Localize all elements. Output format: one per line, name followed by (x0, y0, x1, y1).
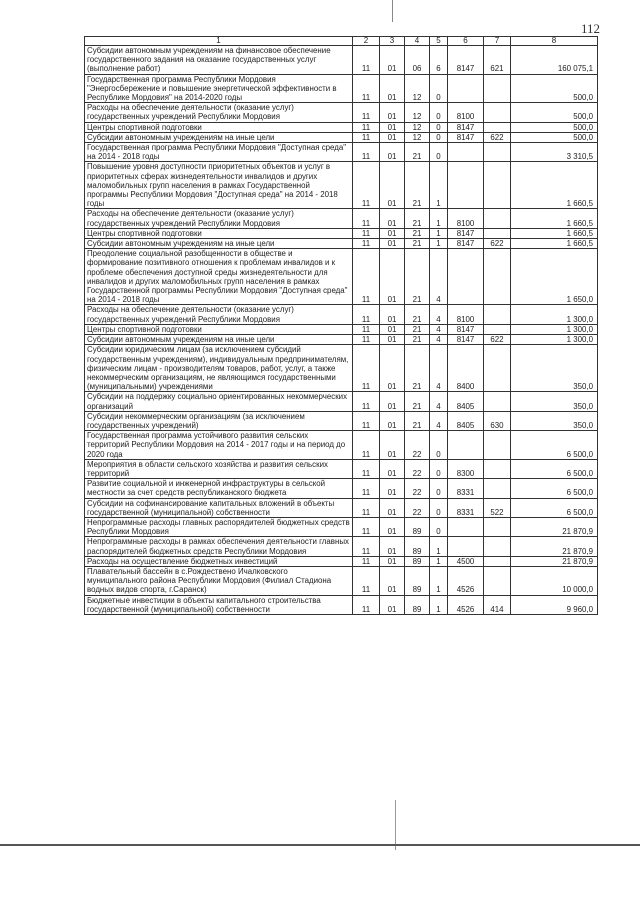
row-code-cell: 21 (405, 392, 430, 411)
row-code-cell (484, 556, 511, 566)
table-row (85, 345, 598, 392)
row-name-cell: Расходы на обеспечение деятельности (оказание услуг) государственных учреждений Республики Мордовия (85, 103, 353, 122)
row-amount-cell: 6 500,0 (511, 431, 598, 460)
row-code-cell: 8147 (448, 228, 484, 238)
table-row (85, 122, 598, 132)
table-row (85, 324, 598, 334)
row-code-cell: 4 (430, 411, 448, 430)
row-code-cell: 622 (484, 132, 511, 142)
binding-mark (392, 0, 393, 22)
row-amount-cell: 1 660,5 (511, 209, 598, 228)
row-code-cell (484, 103, 511, 122)
row-name-cell: Мероприятия в области сельского хозяйства и развития сельских территорий (85, 459, 353, 478)
row-code-cell: 11 (353, 411, 380, 430)
row-code-cell: 4500 (448, 556, 484, 566)
row-code-cell: 12 (405, 74, 430, 103)
row-name-cell: Непрограммные расходы в рамках обеспечения деятельности главных распорядителей бюджетных средств Республики Мордовия (85, 537, 353, 556)
row-code-cell: 01 (380, 324, 405, 334)
row-code-cell: 21 (405, 239, 430, 249)
row-code-cell: 0 (430, 132, 448, 142)
row-code-cell: 01 (380, 305, 405, 324)
row-code-cell: 4526 (448, 566, 484, 595)
row-code-cell: 21 (405, 162, 430, 209)
row-amount-cell: 1 660,5 (511, 162, 598, 209)
table-row (85, 74, 598, 103)
row-code-cell: 01 (380, 209, 405, 228)
row-amount-cell: 350,0 (511, 345, 598, 392)
row-amount-cell: 350,0 (511, 392, 598, 411)
row-code-cell: 622 (484, 335, 511, 345)
row-code-cell: 12 (405, 103, 430, 122)
row-code-cell (484, 305, 511, 324)
row-name-cell: Государственная программа Республики Мордовия "Энергосбережение и повышение энергетической эффективности в Республике Мордовия" на 2014-2020 годы (85, 74, 353, 103)
row-code-cell: 11 (353, 74, 380, 103)
row-name-cell: Бюджетные инвестиции в объекты капитального строительства государственной (муниципальной) собственности (85, 595, 353, 614)
table-row (85, 431, 598, 460)
row-code-cell: 8400 (448, 345, 484, 392)
table-row (85, 498, 598, 517)
row-code-cell (448, 249, 484, 305)
row-code-cell: 11 (353, 249, 380, 305)
row-amount-cell: 1 660,5 (511, 228, 598, 238)
row-code-cell (448, 162, 484, 209)
row-amount-cell: 3 310,5 (511, 143, 598, 162)
row-name-cell: Плавательный бассейн в с.Рождествено Ичалковского муниципального района Республики Мордовия (Филиал Стадиона водных видов спорта, г.Саранск) (85, 566, 353, 595)
row-code-cell: 522 (484, 498, 511, 517)
row-amount-cell: 500,0 (511, 122, 598, 132)
row-amount-cell: 500,0 (511, 103, 598, 122)
table-row (85, 392, 598, 411)
table-row (85, 46, 598, 75)
row-code-cell: 11 (353, 324, 380, 334)
table-row (85, 411, 598, 430)
row-code-cell (484, 479, 511, 498)
row-code-cell: 8405 (448, 392, 484, 411)
table-header-row (85, 37, 598, 46)
row-amount-cell: 6 500,0 (511, 459, 598, 478)
row-name-cell: Центры спортивной подготовки (85, 324, 353, 334)
row-name-cell: Центры спортивной подготовки (85, 122, 353, 132)
row-name-cell: Повышение уровня доступности приоритетных объектов и услуг в приоритетных сферах жизнедеятельности инвалидов и других маломобильных групп населения в рамках Государственной программы Республики Мордовия "Доступная среда" на 2014 - 2018 годы (85, 162, 353, 209)
row-code-cell: 21 (405, 335, 430, 345)
row-code-cell: 01 (380, 162, 405, 209)
row-code-cell: 0 (430, 122, 448, 132)
row-amount-cell: 21 870,9 (511, 556, 598, 566)
row-code-cell (484, 431, 511, 460)
row-code-cell (484, 324, 511, 334)
row-code-cell: 1 (430, 239, 448, 249)
row-code-cell: 22 (405, 459, 430, 478)
row-code-cell: 621 (484, 46, 511, 75)
row-amount-cell: 10 000,0 (511, 566, 598, 595)
column-header: 7 (484, 37, 511, 46)
row-code-cell: 21 (405, 345, 430, 392)
row-code-cell: 11 (353, 345, 380, 392)
row-amount-cell: 1 300,0 (511, 305, 598, 324)
row-amount-cell: 500,0 (511, 74, 598, 103)
row-name-cell: Непрограммные расходы главных распорядителей бюджетных средств Республики Мордовия (85, 517, 353, 536)
row-code-cell: 630 (484, 411, 511, 430)
row-code-cell: 21 (405, 209, 430, 228)
row-code-cell (484, 228, 511, 238)
row-code-cell: 01 (380, 228, 405, 238)
row-name-cell: Преодоление социальной разобщенности в обществе и формирование позитивного отношения к проблемам инвалидов и к проблеме обеспечения доступной среды жизнедеятельности для инвалидов и других маломобильных групп населения в рамках Государственной программы Республики Мордовия "Доступная среда" на 2014 - 2018 годы (85, 249, 353, 305)
row-code-cell: 1 (430, 556, 448, 566)
row-code-cell: 11 (353, 305, 380, 324)
row-code-cell: 1 (430, 537, 448, 556)
row-code-cell: 89 (405, 537, 430, 556)
row-code-cell: 22 (405, 479, 430, 498)
row-amount-cell: 21 870,9 (511, 537, 598, 556)
row-code-cell: 89 (405, 556, 430, 566)
binding-mark (395, 800, 396, 850)
row-code-cell: 01 (380, 132, 405, 142)
row-code-cell: 8147 (448, 132, 484, 142)
row-name-cell: Расходы на обеспечение деятельности (оказание услуг) государственных учреждений Республики Мордовия (85, 305, 353, 324)
row-code-cell (484, 517, 511, 536)
row-code-cell (448, 143, 484, 162)
row-code-cell (484, 566, 511, 595)
table-body (85, 46, 598, 615)
row-code-cell: 21 (405, 228, 430, 238)
page-number: 112 (580, 21, 600, 36)
row-code-cell (484, 74, 511, 103)
row-code-cell: 8147 (448, 335, 484, 345)
row-name-cell: Субсидии на поддержку социально ориентированных некоммерческих организаций (85, 392, 353, 411)
table-row (85, 479, 598, 498)
row-name-cell: Развитие социальной и инженерной инфраструктуры в сельской местности за счет средств республиканского бюджета (85, 479, 353, 498)
row-code-cell: 11 (353, 228, 380, 238)
table-row (85, 132, 598, 142)
row-name-cell: Субсидии автономным учреждениям на иные цели (85, 239, 353, 249)
row-amount-cell: 1 650,0 (511, 249, 598, 305)
row-code-cell: 414 (484, 595, 511, 614)
row-code-cell: 1 (430, 209, 448, 228)
row-code-cell: 89 (405, 517, 430, 536)
row-code-cell: 8147 (448, 122, 484, 132)
row-amount-cell: 6 500,0 (511, 498, 598, 517)
row-code-cell: 01 (380, 392, 405, 411)
column-header: 8 (511, 37, 598, 46)
row-name-cell: Центры спортивной подготовки (85, 228, 353, 238)
table-row (85, 162, 598, 209)
row-code-cell (448, 74, 484, 103)
table-row (85, 517, 598, 536)
row-code-cell: 01 (380, 249, 405, 305)
row-code-cell: 01 (380, 411, 405, 430)
row-code-cell (484, 459, 511, 478)
row-code-cell (484, 209, 511, 228)
row-amount-cell: 350,0 (511, 411, 598, 430)
row-code-cell: 0 (430, 498, 448, 517)
row-code-cell: 1 (430, 162, 448, 209)
row-code-cell: 8147 (448, 239, 484, 249)
row-name-cell: Субсидии некоммерческим организациям (за исключением государственных учреждений) (85, 411, 353, 430)
row-name-cell: Государственная программа Республики Мордовия "Доступная среда" на 2014 - 2018 годы (85, 143, 353, 162)
row-code-cell (448, 517, 484, 536)
column-header: 6 (448, 37, 484, 46)
row-code-cell: 11 (353, 335, 380, 345)
row-name-cell: Субсидии юридическим лицам (за исключением субсидий государственным учреждениям), индивидуальным предпринимателям, физическим лицам - производителям товаров, работ, услуг, а также некоммерческим организациям, не являющимся государственными (муниципальными) учреждениями (85, 345, 353, 392)
row-code-cell: 01 (380, 556, 405, 566)
row-code-cell (484, 143, 511, 162)
row-code-cell: 11 (353, 498, 380, 517)
row-code-cell (484, 537, 511, 556)
row-code-cell: 8331 (448, 498, 484, 517)
row-code-cell (484, 249, 511, 305)
table-row (85, 228, 598, 238)
row-code-cell: 01 (380, 537, 405, 556)
row-code-cell: 11 (353, 595, 380, 614)
column-header: 5 (430, 37, 448, 46)
row-code-cell: 21 (405, 143, 430, 162)
row-code-cell: 0 (430, 479, 448, 498)
table-row (85, 103, 598, 122)
row-amount-cell: 9 960,0 (511, 595, 598, 614)
row-name-cell: Расходы на осуществление бюджетных инвестиций (85, 556, 353, 566)
row-code-cell: 01 (380, 479, 405, 498)
row-code-cell: 8147 (448, 324, 484, 334)
row-code-cell: 0 (430, 103, 448, 122)
row-code-cell: 0 (430, 517, 448, 536)
table-row (85, 537, 598, 556)
row-code-cell: 4526 (448, 595, 484, 614)
table-row (85, 143, 598, 162)
row-code-cell: 01 (380, 345, 405, 392)
row-code-cell (448, 431, 484, 460)
table-row (85, 209, 598, 228)
row-code-cell: 11 (353, 517, 380, 536)
row-code-cell: 11 (353, 162, 380, 209)
row-code-cell: 11 (353, 46, 380, 75)
column-header: 2 (353, 37, 380, 46)
row-code-cell: 22 (405, 498, 430, 517)
row-name-cell: Расходы на обеспечение деятельности (оказание услуг) государственных учреждений Республики Мордовия (85, 209, 353, 228)
row-code-cell: 0 (430, 459, 448, 478)
row-code-cell: 4 (430, 305, 448, 324)
row-code-cell: 8100 (448, 103, 484, 122)
row-code-cell: 4 (430, 335, 448, 345)
row-code-cell: 0 (430, 143, 448, 162)
table-row (85, 305, 598, 324)
table-row (85, 566, 598, 595)
table-row (85, 459, 598, 478)
column-header: 1 (85, 37, 353, 46)
row-code-cell: 11 (353, 537, 380, 556)
row-code-cell: 01 (380, 566, 405, 595)
row-code-cell: 0 (430, 74, 448, 103)
row-amount-cell: 1 300,0 (511, 324, 598, 334)
row-code-cell: 8100 (448, 209, 484, 228)
row-code-cell: 11 (353, 392, 380, 411)
row-code-cell: 1 (430, 595, 448, 614)
row-code-cell: 1 (430, 228, 448, 238)
row-code-cell: 01 (380, 103, 405, 122)
row-code-cell: 01 (380, 46, 405, 75)
table-row (85, 249, 598, 305)
row-code-cell: 8331 (448, 479, 484, 498)
column-header: 3 (380, 37, 405, 46)
row-name-cell: Субсидии автономным учреждениям на иные цели (85, 132, 353, 142)
row-amount-cell: 160 075,1 (511, 46, 598, 75)
row-amount-cell: 21 870,9 (511, 517, 598, 536)
scan-edge-line (0, 844, 640, 846)
row-code-cell: 11 (353, 209, 380, 228)
row-code-cell: 8300 (448, 459, 484, 478)
row-code-cell: 4 (430, 324, 448, 334)
row-code-cell: 4 (430, 249, 448, 305)
row-code-cell: 21 (405, 411, 430, 430)
table-row (85, 335, 598, 345)
row-code-cell: 06 (405, 46, 430, 75)
row-code-cell (484, 122, 511, 132)
row-code-cell: 11 (353, 459, 380, 478)
row-amount-cell: 1 300,0 (511, 335, 598, 345)
row-code-cell: 4 (430, 345, 448, 392)
row-code-cell: 01 (380, 335, 405, 345)
row-code-cell (484, 162, 511, 209)
table-row (85, 595, 598, 614)
row-code-cell: 4 (430, 392, 448, 411)
row-code-cell: 89 (405, 595, 430, 614)
row-code-cell: 11 (353, 143, 380, 162)
row-code-cell: 01 (380, 239, 405, 249)
row-code-cell: 8147 (448, 46, 484, 75)
column-header: 4 (405, 37, 430, 46)
row-name-cell: Субсидии автономным учреждениям на финансовое обеспечение государственного задания на оказание государственных услуг (выполнение работ) (85, 46, 353, 75)
row-code-cell: 21 (405, 249, 430, 305)
budget-table (84, 36, 598, 615)
row-amount-cell: 6 500,0 (511, 479, 598, 498)
row-code-cell: 11 (353, 479, 380, 498)
row-name-cell: Субсидии автономным учреждениям на иные цели (85, 335, 353, 345)
row-code-cell: 89 (405, 566, 430, 595)
row-code-cell: 21 (405, 305, 430, 324)
row-code-cell (484, 392, 511, 411)
budget-table-container (84, 36, 597, 615)
row-code-cell: 21 (405, 324, 430, 334)
row-code-cell: 22 (405, 431, 430, 460)
row-code-cell: 1 (430, 566, 448, 595)
row-code-cell: 11 (353, 556, 380, 566)
row-code-cell (448, 537, 484, 556)
row-code-cell: 8100 (448, 305, 484, 324)
row-code-cell: 01 (380, 143, 405, 162)
row-code-cell: 01 (380, 431, 405, 460)
row-code-cell: 12 (405, 122, 430, 132)
row-code-cell: 622 (484, 239, 511, 249)
row-code-cell: 01 (380, 459, 405, 478)
table-row (85, 239, 598, 249)
row-code-cell: 01 (380, 517, 405, 536)
row-code-cell: 6 (430, 46, 448, 75)
row-code-cell: 12 (405, 132, 430, 142)
row-code-cell: 11 (353, 122, 380, 132)
row-code-cell: 11 (353, 239, 380, 249)
row-code-cell: 01 (380, 498, 405, 517)
row-amount-cell: 500,0 (511, 132, 598, 142)
row-code-cell: 01 (380, 595, 405, 614)
row-code-cell: 01 (380, 122, 405, 132)
row-code-cell: 01 (380, 74, 405, 103)
row-code-cell: 11 (353, 566, 380, 595)
row-code-cell: 0 (430, 431, 448, 460)
row-code-cell (484, 345, 511, 392)
row-code-cell: 11 (353, 103, 380, 122)
row-code-cell: 8405 (448, 411, 484, 430)
row-name-cell: Субсидии на софинансирование капитальных вложений в объекты государственной (муниципальной) собственности (85, 498, 353, 517)
row-code-cell: 11 (353, 132, 380, 142)
row-code-cell: 11 (353, 431, 380, 460)
table-row (85, 556, 598, 566)
row-amount-cell: 1 660,5 (511, 239, 598, 249)
row-name-cell: Государственная программа устойчивого развития сельских территорий Республики Мордовия на 2014 - 2017 годы и на период до 2020 года (85, 431, 353, 460)
